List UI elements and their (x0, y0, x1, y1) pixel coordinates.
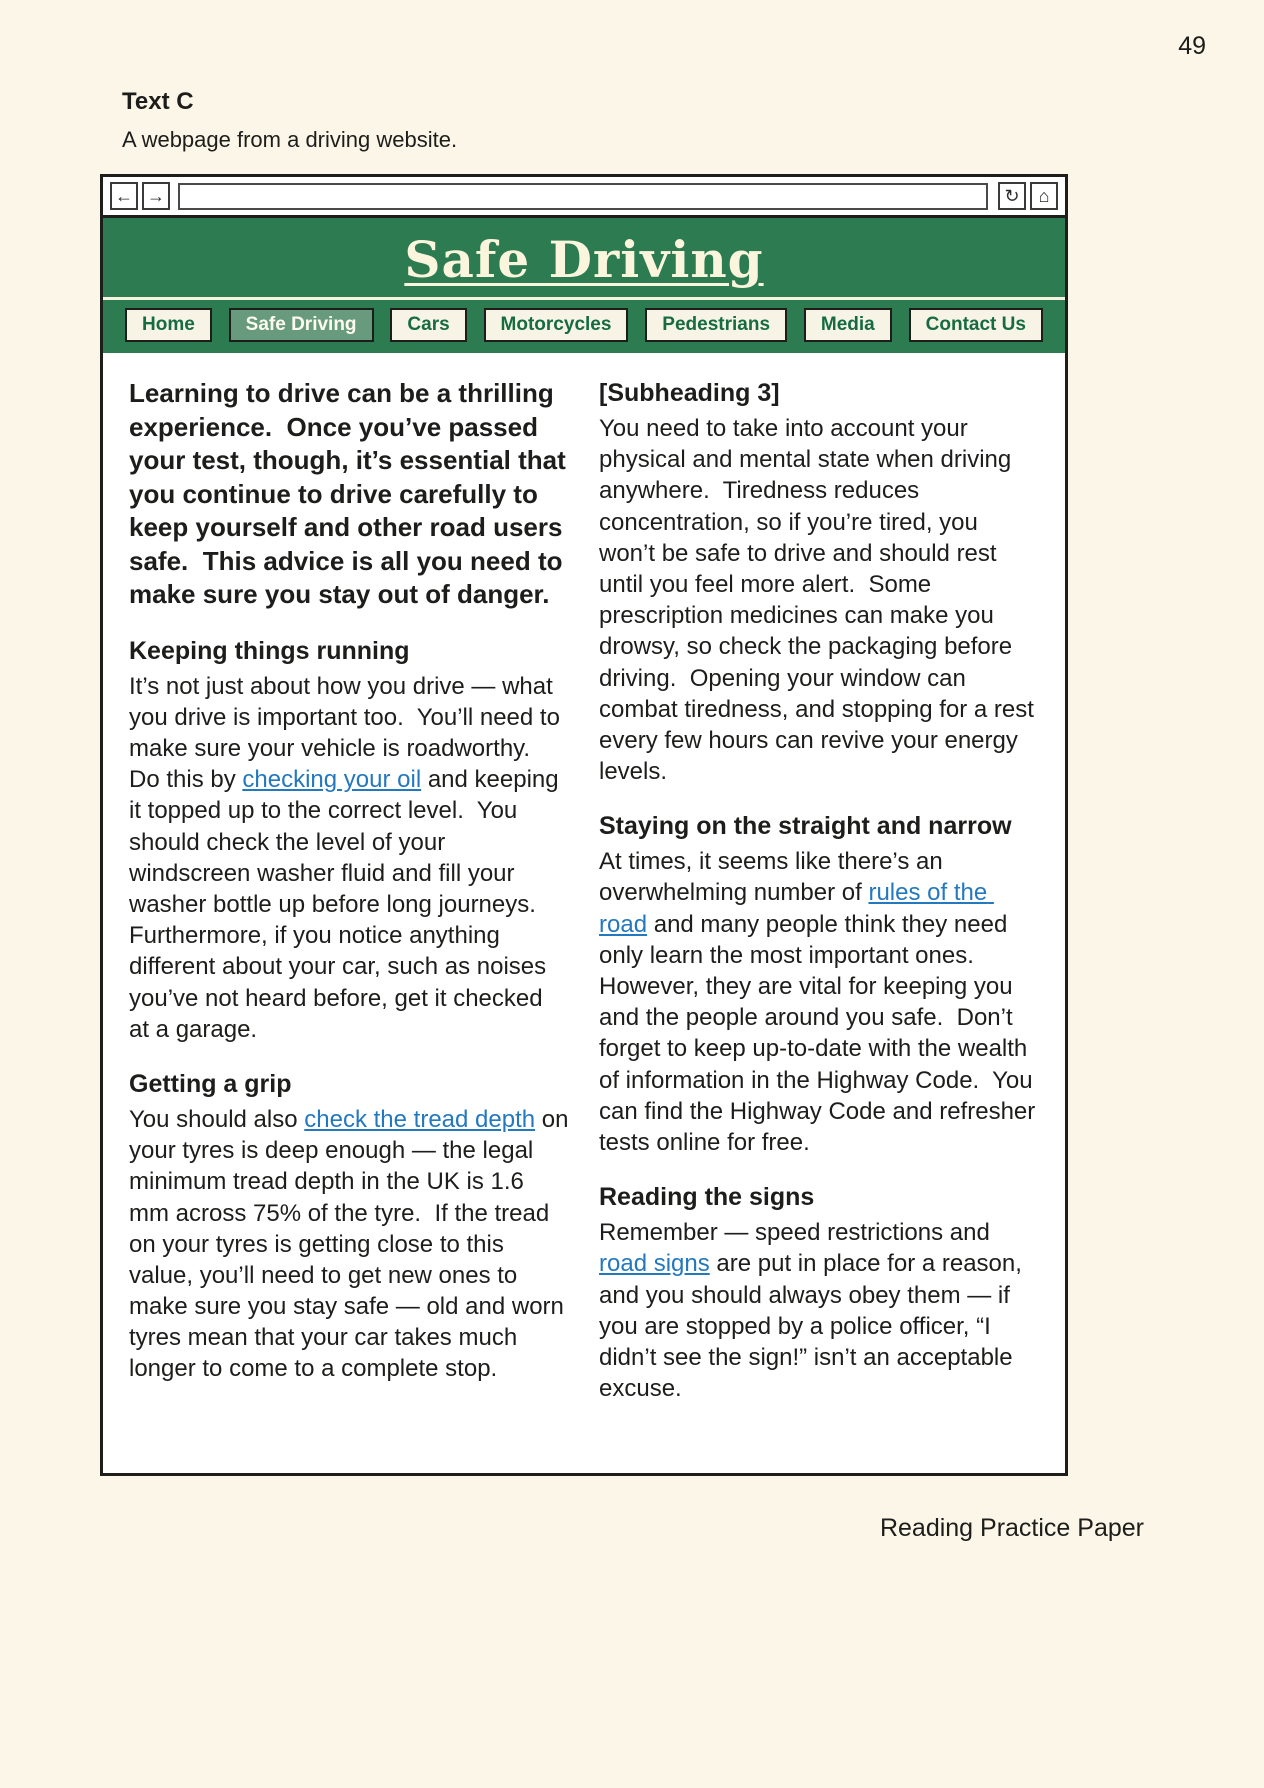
page-number: 49 (1178, 32, 1206, 60)
back-arrow-icon: ← (115, 185, 133, 206)
site-banner (103, 218, 1065, 297)
nav-tab-media[interactable]: Media (804, 308, 892, 342)
inline-link[interactable]: road signs (599, 1250, 710, 1278)
section-heading: Getting a grip (129, 1069, 292, 1098)
body-paragraph: At times, it seems like there’s an overwhelming number of rules of the road and many people think they need only learn the most important ones. However, they are vital for keeping you and the people around you safe. Don’t forget to keep up-to-date with the wealth of information in the Highway Code. You can find the Highway Code and refresher tests online for free. (599, 848, 1042, 1156)
section-heading: Keeping things running (129, 636, 410, 665)
nav-tab-contact-us[interactable]: Contact Us (909, 308, 1043, 342)
forward-button[interactable] (142, 182, 170, 210)
section-heading: [Subheading 3] (599, 379, 780, 407)
nav-tab-home[interactable]: Home (125, 308, 212, 342)
browser-chrome (103, 177, 1065, 218)
section-heading: Staying on the straight and narrow (599, 812, 1012, 841)
inline-link[interactable]: checking your oil (242, 766, 422, 794)
body-paragraph: It’s not just about how you drive — what you drive is important too. You’ll need to make sure your vehicle is roadworthy. Do this by checking your oil and keeping it topped up to the correct level. You should check the level of your windscreen washer fluid and fill your washer bottle up before long journeys. Furthermore, if you notice anything different about your car, such as noises you’ve not heard before, get it checked at a garage. (129, 672, 567, 1043)
body-paragraph: You need to take into account your physical and mental state when driving anywhere. Tiredness reduces concentration, so if you’re tired, you won’t be safe to drive and should rest until you feel more alert. Some prescription medicines can make you drowsy, so check the packaging before driving. Opening your window can combat tiredness, and stopping for a rest every few hours can revive your energy levels. (599, 415, 1041, 786)
nav-tab-pedestrians[interactable]: Pedestrians (645, 308, 787, 342)
nav-tab-safe-driving[interactable]: Safe Driving (229, 308, 374, 342)
back-button[interactable] (110, 182, 138, 210)
nav-tab-cars[interactable]: Cars (390, 308, 466, 342)
intro-paragraph: Learning to drive can be a thrilling experience. Once you’ve passed your test, though, it’s essential that you continue to drive carefully to keep yourself and other road users safe. This advice is all you need to make sure you stay out of danger. (129, 378, 573, 610)
refresh-button[interactable] (998, 182, 1026, 210)
address-bar[interactable] (178, 183, 988, 210)
content-column-right (599, 377, 1042, 1449)
nav-tab-motorcycles[interactable]: Motorcycles (484, 308, 629, 342)
browser-window (100, 174, 1068, 1476)
home-button[interactable] (1030, 182, 1058, 210)
content-column-left (129, 377, 576, 1449)
page-content (103, 353, 1065, 1473)
section-heading: Reading the signs (599, 1183, 815, 1212)
forward-arrow-icon: → (147, 185, 165, 206)
site-navbar (103, 297, 1065, 353)
text-c-label: Text C (122, 88, 194, 115)
body-paragraph: Remember — speed restrictions and road signs are put in place for a reason, and you should always obey them — if you are stopped by a police officer, “I didn’t see the sign!” isn’t an acceptable excuse. (599, 1219, 1029, 1403)
home-icon: ⌂ (1038, 185, 1050, 206)
text-c-description: A webpage from a driving website. (122, 127, 458, 152)
refresh-icon: ↻ (1004, 185, 1020, 206)
inline-link[interactable]: check the tread depth (304, 1105, 536, 1133)
footer-text: Reading Practice Paper (879, 1514, 1144, 1542)
body-paragraph: You should also check the tread depth on your tyres is deep enough — the legal minimum tread depth in the UK is 1.6 mm across 75% of the tyre. If the tread on your tyres is getting close to this value, you’ll need to get new ones to make sure you stay safe — old and worn tyres mean that your car takes much longer to come to a complete stop. (129, 1105, 576, 1383)
site-title: Safe Driving (404, 230, 764, 289)
inline-link[interactable]: rules of the road (599, 879, 994, 938)
